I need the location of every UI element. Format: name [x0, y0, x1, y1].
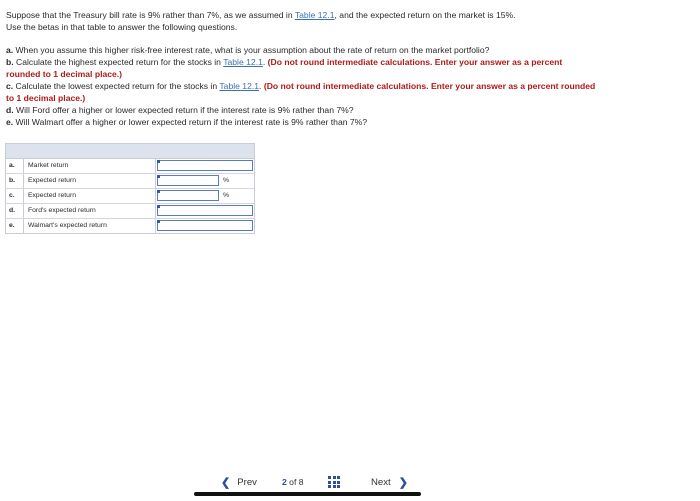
answer-row-b: b. Expected return % — [6, 174, 254, 189]
problem-intro — [6, 9, 666, 33]
grid-icon[interactable] — [328, 476, 340, 488]
row-label: Expected return — [24, 174, 156, 188]
answer-table-header — [6, 144, 254, 159]
table-12-1-link[interactable]: Table 12.1 — [223, 57, 263, 67]
answer-table — [5, 143, 255, 234]
question-e: e. Will Walmart offer a higher or lower expected return if the interest rate is 9% rather than 7%? — [6, 117, 368, 127]
row-label: Ford's expected return — [24, 204, 156, 218]
row-label: Expected return — [24, 189, 156, 203]
ford-expected-return-select[interactable] — [157, 205, 253, 216]
table-12-1-link[interactable]: Table 12.1 — [219, 81, 260, 91]
question-c: c. Calculate the lowest expected return for the stocks in Table 12.1. (Do not round intermediate calculations. Enter your answer as a percent rounded to 1 decimal place.) — [6, 81, 596, 103]
percent-unit: % — [223, 177, 230, 184]
question-d: d. Will Ford offer a higher or lower expected return if the interest rate is 9% rather than 7%? — [6, 105, 354, 115]
rounding-instruction: (Do not round intermediate calculations. Enter your answer as a percent rounded to 1 decimal place.) — [6, 81, 596, 103]
percent-unit: % — [223, 192, 230, 199]
market-return-input[interactable] — [157, 160, 253, 171]
answer-row-e: e. Walmart's expected return — [6, 219, 254, 233]
total-pages: 8 — [298, 477, 304, 487]
question-navigation — [0, 474, 700, 494]
highest-expected-return-input[interactable] — [157, 175, 219, 186]
next-button[interactable] — [371, 476, 408, 489]
rounding-instruction: (Do not round intermediate calculations. Enter your answer as a percent rounded to 1 decimal place.) — [6, 57, 563, 79]
intro-line-1: Suppose that the Treasury bill rate is 9% rather than 7%, as we assumed in Table 12.1, and the expected return on the market is 15%. — [6, 10, 516, 20]
home-indicator — [194, 492, 421, 496]
lowest-expected-return-input[interactable] — [157, 190, 219, 201]
chevron-left-icon: ❮ — [221, 477, 231, 489]
answer-row-a: a. Market return — [6, 159, 254, 174]
walmart-expected-return-select[interactable] — [157, 220, 253, 231]
prev-button[interactable] — [221, 476, 257, 489]
question-list — [6, 44, 598, 128]
chevron-right-icon: ❯ — [398, 477, 408, 489]
answer-row-c: c. Expected return % — [6, 189, 254, 204]
table-12-1-link[interactable]: Table 12.1 — [294, 10, 335, 20]
next-label: Next — [371, 477, 391, 488]
intro-line-2: Use the betas in that table to answer the following questions. — [6, 22, 238, 32]
question-b: b. Calculate the highest expected return for the stocks in Table 12.1. (Do not round intermediate calculations. Enter your answer as a percent rounded to 1 decimal place.) — [6, 57, 563, 79]
current-page: 2 — [282, 477, 287, 487]
row-label: Market return — [24, 159, 156, 173]
page-indicator: 2 of 8 — [282, 477, 304, 487]
question-a: a. When you assume this higher risk-free interest rate, what is your assumption about the rate of return on the market portfolio? — [6, 45, 490, 55]
prev-label: Prev — [237, 477, 257, 488]
answer-row-d: d. Ford's expected return — [6, 204, 254, 219]
row-label: Walmart's expected return — [24, 219, 156, 233]
